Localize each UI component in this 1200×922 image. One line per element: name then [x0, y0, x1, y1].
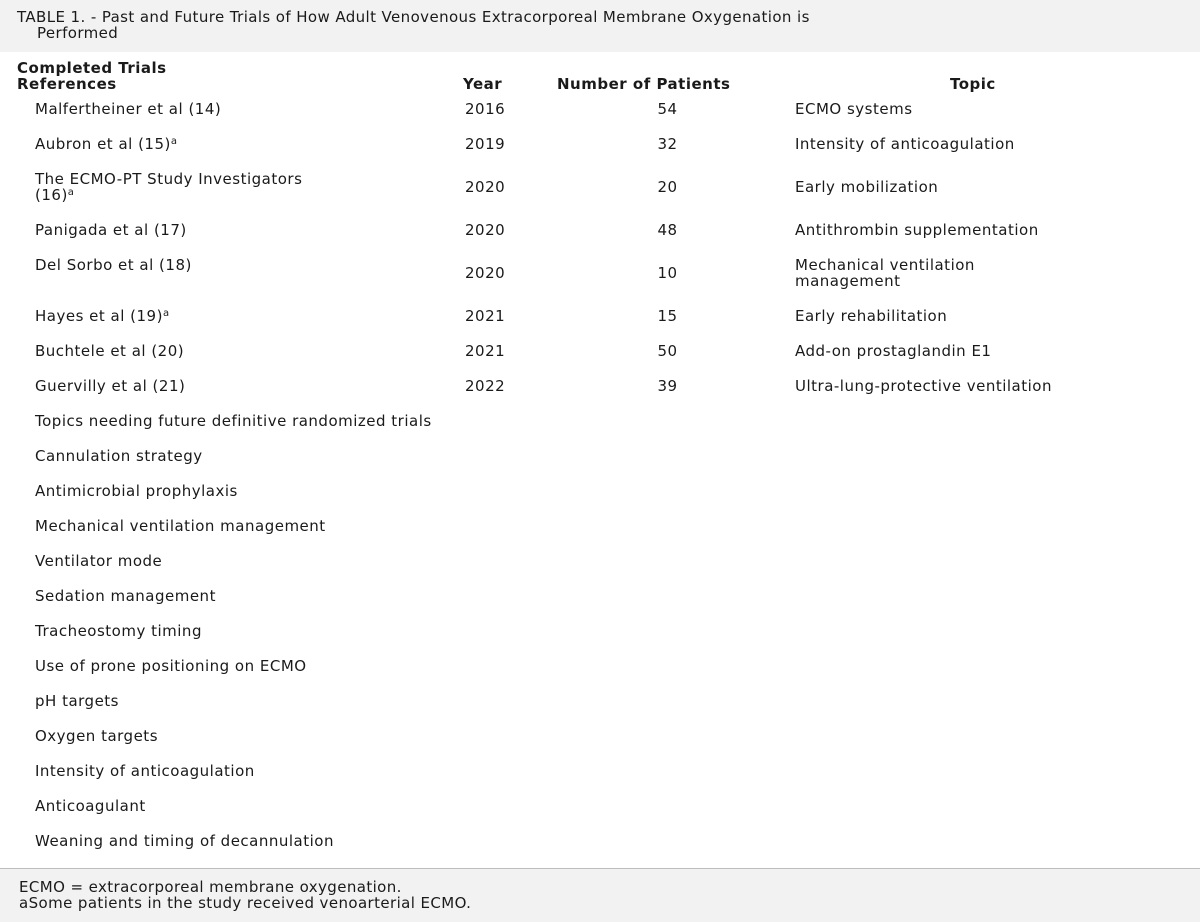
- future-topic-item: Tracheostomy timing: [35, 622, 202, 640]
- reference-cell: [35, 136, 178, 152]
- reference-text: The ECMO-PT Study Investigators: [35, 170, 303, 188]
- future-trials-heading: Topics needing future definitive randomized trials: [35, 412, 432, 430]
- table-footnotes: [0, 868, 1200, 922]
- patients-cell: 39: [657, 377, 678, 395]
- patients-cell: 20: [657, 178, 678, 196]
- reference-cell: [35, 171, 302, 203]
- topic-cell: [795, 101, 913, 117]
- topic-text: Early rehabilitation: [795, 307, 948, 325]
- future-topic-item: pH targets: [35, 692, 119, 710]
- footnote-marker: a: [162, 308, 170, 319]
- year-cell: 2016: [465, 100, 506, 118]
- year-cell: 2020: [465, 264, 506, 282]
- topic-cell: [795, 343, 991, 359]
- topic-text: Add-on prostaglandin E1: [795, 342, 992, 360]
- reference-cell: [35, 222, 187, 238]
- topic-cell: [795, 378, 1052, 394]
- footnote-abbreviation: ECMO = extracorporeal membrane oxygenation.: [19, 878, 402, 896]
- future-topic-item: Mechanical ventilation management: [35, 517, 326, 535]
- topic-text-cont: management: [795, 272, 901, 290]
- year-cell: 2021: [465, 307, 506, 325]
- footnote-marker: a: [67, 187, 75, 198]
- footnote-a: aSome patients in the study received venoarterial ECMO.: [19, 894, 472, 912]
- topic-cell: [795, 257, 975, 289]
- header-topic: Topic: [950, 75, 996, 93]
- reference-text: Aubron et al (15): [35, 135, 171, 153]
- table-caption: [0, 0, 1200, 52]
- topic-text: Early mobilization: [795, 178, 939, 196]
- future-topic-item: Use of prone positioning on ECMO: [35, 657, 307, 675]
- topic-text: Mechanical ventilation: [795, 256, 975, 274]
- future-topic-item: Ventilator mode: [35, 552, 163, 570]
- patients-cell: 48: [657, 221, 678, 239]
- future-topic-item: Cannulation strategy: [35, 447, 203, 465]
- topic-text: ECMO systems: [795, 100, 913, 118]
- topic-cell: [795, 179, 938, 195]
- year-cell: 2022: [465, 377, 506, 395]
- future-topic-item: Sedation management: [35, 587, 216, 605]
- reference-text: Malfertheiner et al (14): [35, 100, 222, 118]
- patients-cell: 15: [657, 307, 678, 325]
- year-cell: 2019: [465, 135, 506, 153]
- header-year: Year: [463, 75, 503, 93]
- header-references: References: [17, 75, 117, 93]
- reference-text: Panigada et al (17): [35, 221, 187, 239]
- year-cell: 2020: [465, 178, 506, 196]
- reference-text: Guervilly et al (21): [35, 377, 186, 395]
- caption-line-2: Performed: [37, 24, 119, 42]
- future-topic-item: Antimicrobial prophylaxis: [35, 482, 238, 500]
- header-number-of-patients: Number of Patients: [557, 75, 731, 93]
- reference-cell: [35, 101, 221, 117]
- future-topic-item: Anticoagulant: [35, 797, 146, 815]
- patients-cell: 50: [657, 342, 678, 360]
- caption-line-1: TABLE 1. - Past and Future Trials of How Adult Venovenous Extracorporeal Membrane Oxygenation is: [17, 8, 810, 26]
- topic-cell: [795, 222, 1039, 238]
- topic-cell: [795, 308, 947, 324]
- reference-cell: [35, 257, 192, 273]
- reference-text: Del Sorbo et al (18): [35, 256, 192, 274]
- footnote-marker: a: [170, 136, 178, 147]
- future-topic-item: Weaning and timing of decannulation: [35, 832, 334, 850]
- future-topic-item: Oxygen targets: [35, 727, 159, 745]
- topic-text: Antithrombin supplementation: [795, 221, 1039, 239]
- reference-text-cont: (16): [35, 186, 68, 204]
- patients-cell: 10: [657, 264, 678, 282]
- year-cell: 2021: [465, 342, 506, 360]
- patients-cell: 32: [657, 135, 678, 153]
- patients-cell: 54: [657, 100, 678, 118]
- reference-cell: [35, 343, 184, 359]
- reference-text: Hayes et al (19): [35, 307, 163, 325]
- topic-text: Ultra-lung-protective ventilation: [795, 377, 1052, 395]
- reference-cell: [35, 308, 170, 324]
- year-cell: 2020: [465, 221, 506, 239]
- reference-text: Buchtele et al (20): [35, 342, 185, 360]
- future-topic-item: Intensity of anticoagulation: [35, 762, 255, 780]
- topic-text: Intensity of anticoagulation: [795, 135, 1015, 153]
- reference-cell: [35, 378, 185, 394]
- topic-cell: [795, 136, 1015, 152]
- completed-trials-heading: Completed Trials: [17, 59, 167, 77]
